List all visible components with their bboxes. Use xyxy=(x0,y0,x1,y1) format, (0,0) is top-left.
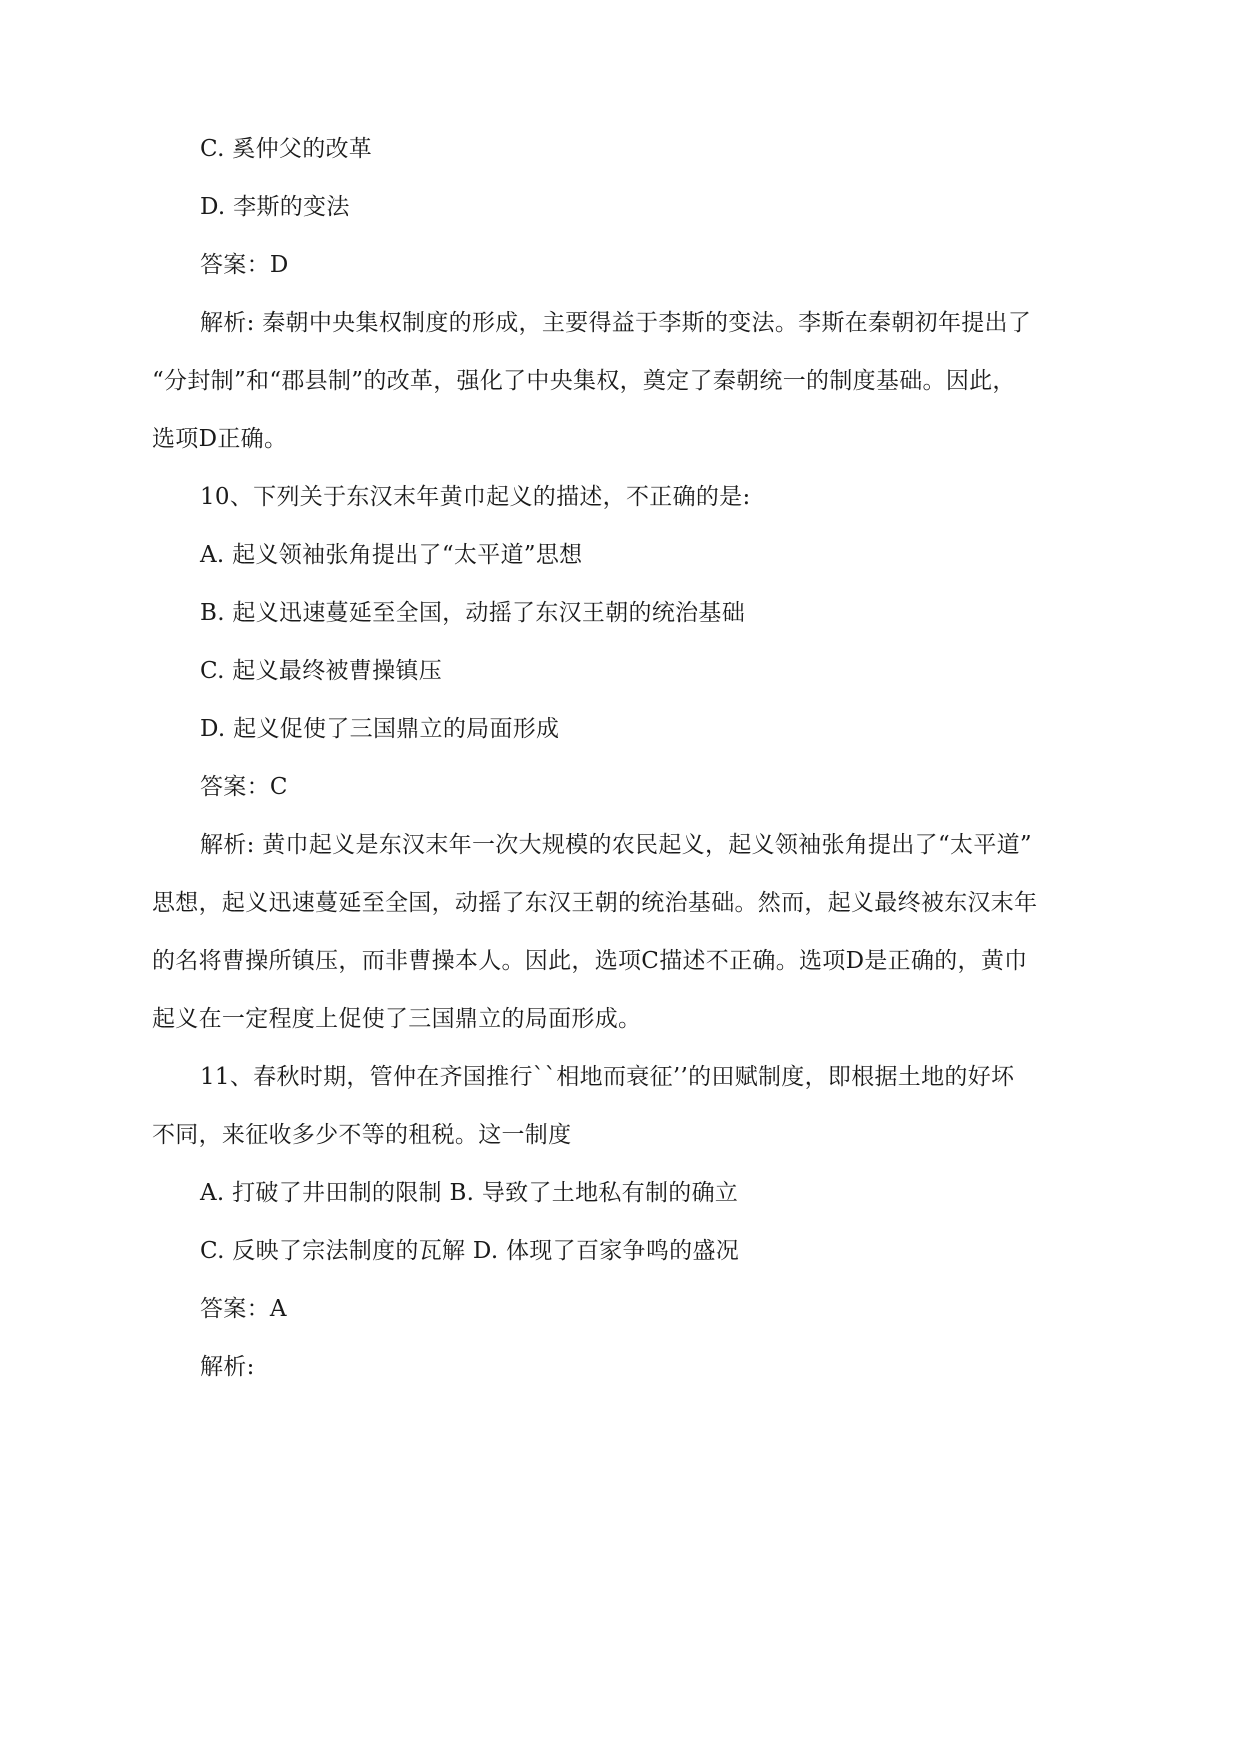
q9-analysis-line-2: “分封制”和“郡县制”的改革，强化了中央集权，奠定了秦朝统一的制度基础。因此， xyxy=(152,368,1016,394)
q10-analysis-line-4: 起义在一定程度上促使了三国鼎立的局面形成。 xyxy=(152,1006,642,1032)
q11-options-ab: A. 打破了井田制的限制 B. 导致了土地私有制的确立 xyxy=(200,1180,739,1206)
q10-option-b: B. 起义迅速蔓延至全国，动摇了东汉王朝的统治基础 xyxy=(200,600,746,626)
q10-answer: 答案：C xyxy=(200,774,288,800)
q9-option-d: D. 李斯的变法 xyxy=(200,194,350,220)
q9-answer: 答案：D xyxy=(200,252,289,278)
q9-option-c: C. 奚仲父的改革 xyxy=(200,136,373,162)
q11-analysis: 解析: xyxy=(200,1354,255,1380)
q11-answer: 答案：A xyxy=(200,1296,287,1322)
q10-option-a: A. 起义领袖张角提出了“太平道”思想 xyxy=(200,542,583,568)
q10-analysis-line-1: 解析: 黄巾起义是东汉末年一次大规模的农民起义，起义领袖张角提出了“太平道” xyxy=(200,832,1032,858)
q10-question: 10、下列关于东汉末年黄巾起义的描述，不正确的是: xyxy=(200,484,751,510)
q10-option-c: C. 起义最终被曹操镇压 xyxy=(200,658,443,684)
q10-analysis-line-2: 思想，起义迅速蔓延至全国，动摇了东汉王朝的统治基础。然而，起义最终被东汉末年 xyxy=(152,890,1038,916)
q10-option-d: D. 起义促使了三国鼎立的局面形成 xyxy=(200,716,560,742)
q11-question-line-1: 11、春秋时期，管仲在齐国推行``相地而衰征’’的田赋制度，即根据土地的好坏 xyxy=(200,1064,1015,1090)
q11-options-cd: C. 反映了宗法制度的瓦解 D. 体现了百家争鸣的盛况 xyxy=(200,1238,740,1264)
q9-analysis-line-1: 解析: 秦朝中央集权制度的形成，主要得益于李斯的变法。李斯在秦朝初年提出了 xyxy=(200,310,1032,336)
q10-analysis-line-3: 的名将曹操所镇压，而非曹操本人。因此，选项C描述不正确。选项D是正确的，黄巾 xyxy=(152,948,1028,974)
q9-analysis-line-3: 选项D正确。 xyxy=(152,426,288,452)
q11-question-line-2: 不同，来征收多少不等的租税。这一制度 xyxy=(152,1122,572,1148)
